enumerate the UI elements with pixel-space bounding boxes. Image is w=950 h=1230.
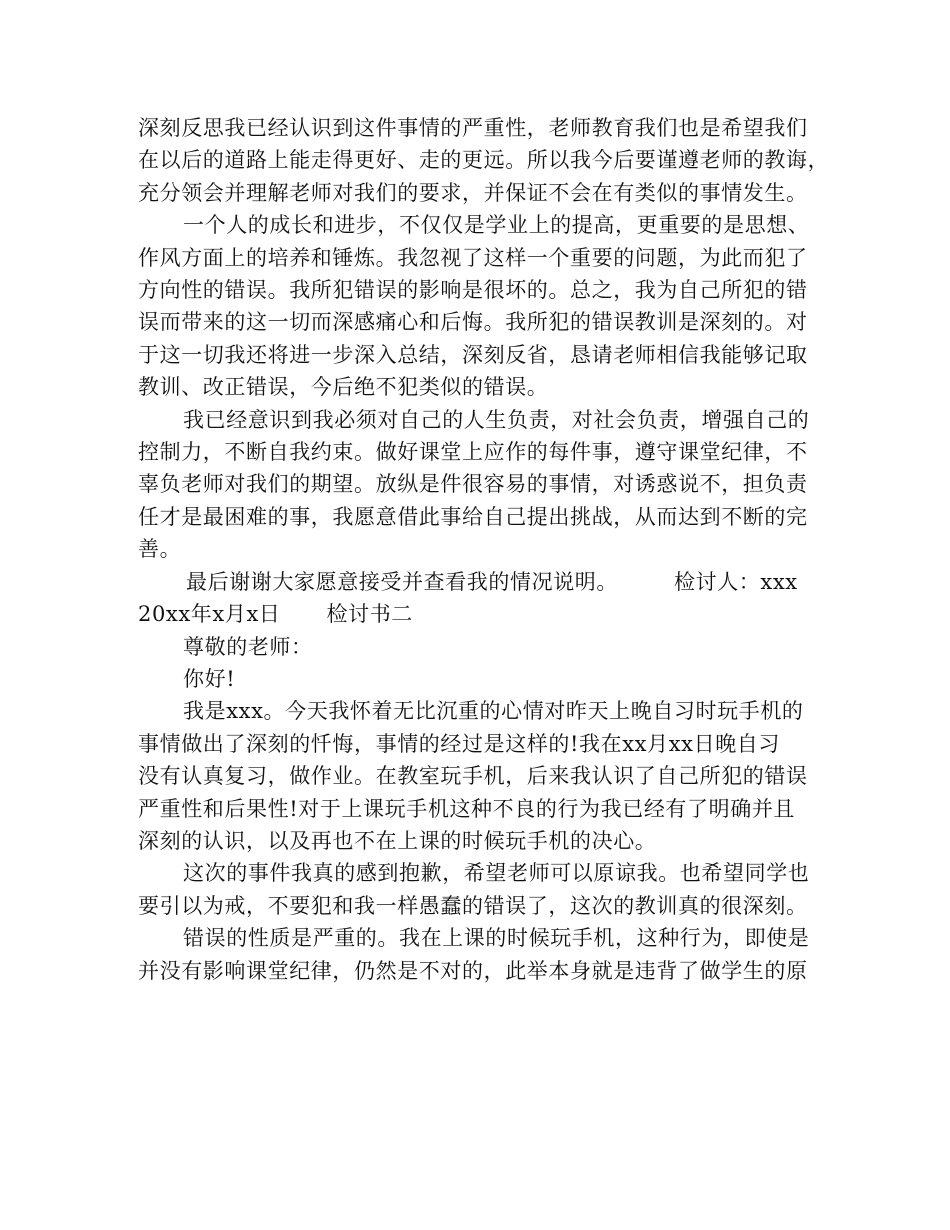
text-line: 教训、改正错误，今后绝不犯类似的错误。 (138, 375, 549, 400)
greeting: 你好! (183, 666, 236, 691)
signer-text: 检讨人：xxx (674, 569, 798, 594)
text-line: 作风方面上的培养和锤炼。我忽视了这样一个重要的问题，为此而犯了 (138, 245, 808, 270)
text-line: 充分领会并理解老师对我们的要求，并保证不会在有类似的事情发生。 (138, 180, 808, 205)
text-line: 事情做出了深刻的忏悔，事情的经过是这样的!我在xx月xx日晚自习 (138, 731, 781, 756)
text-line: 方向性的错误。我所犯错误的影响是很坏的。总之，我为自己所犯的错 (138, 278, 808, 303)
text-line: 善。 (138, 537, 182, 562)
salutation: 尊敬的老师： (183, 634, 313, 659)
text-line: 我已经意识到我必须对自己的人生负责，对社会负责，增强自己的 (183, 407, 810, 432)
section-title: 检讨书二 (326, 602, 413, 627)
text-line: 深刻的认识，以及再也不在上课的时候玩手机的决心。 (138, 828, 657, 853)
date-text: 20xx年x月x日 (138, 602, 281, 627)
document-body (138, 112, 830, 987)
text-line: 任才是最困难的事，我愿意借此事给自己提出挑战，从而达到不断的完 (138, 504, 808, 529)
thanks-text: 最后谢谢大家愿意接受并查看我的情况说明。 (186, 569, 618, 594)
text-line: 没有认真复习，做作业。在教室玩手机，后来我认识了自己所犯的错误 (138, 764, 808, 789)
text-line: 在以后的道路上能走得更好、走的更远。所以我今后要谨遵老师的教诲， (138, 148, 830, 173)
text-line: 这次的事件我真的感到抱歉，希望老师可以原谅我。也希望同学也 (183, 861, 810, 886)
text-line: 要引以为戒，不要犯和我一样愚蠢的错误了，这次的教训真的很深刻。 (138, 893, 808, 918)
text-line: 辜负老师对我们的期望。放纵是件很容易的事情，对诱惑说不，担负责 (138, 472, 808, 497)
text-line: 误而带来的这一切而深感痛心和后悔。我所犯的错误教训是深刻的。对 (138, 310, 808, 335)
text-line: 于这一切我还将进一步深入总结，深刻反省，恳请老师相信我能够记取 (138, 342, 808, 367)
text-line: 控制力，不断自我约束。做好课堂上应作的每件事，遵守课堂纪律，不 (138, 440, 808, 465)
text-line: 深刻反思我已经认识到这件事情的严重性，老师教育我们也是希望我们 (138, 116, 808, 140)
text-line: 一个人的成长和进步，不仅仅是学业上的提高，更重要的是思想、 (183, 213, 810, 238)
text-line: 严重性和后果性!对于上课玩手机这种不良的行为我已经有了明确并且 (138, 796, 796, 821)
date-line (138, 598, 816, 630)
text-line: 错误的性质是严重的。我在上课的时候玩手机，这种行为，即使是 (183, 926, 810, 951)
text-line: 我是xxx。今天我怀着无比沉重的心情对昨天上晚自习时玩手机的 (183, 699, 804, 724)
closing-line (138, 566, 816, 598)
text-line: 并没有影响课堂纪律，仍然是不对的，此举本身就是违背了做学生的原 (138, 958, 808, 983)
